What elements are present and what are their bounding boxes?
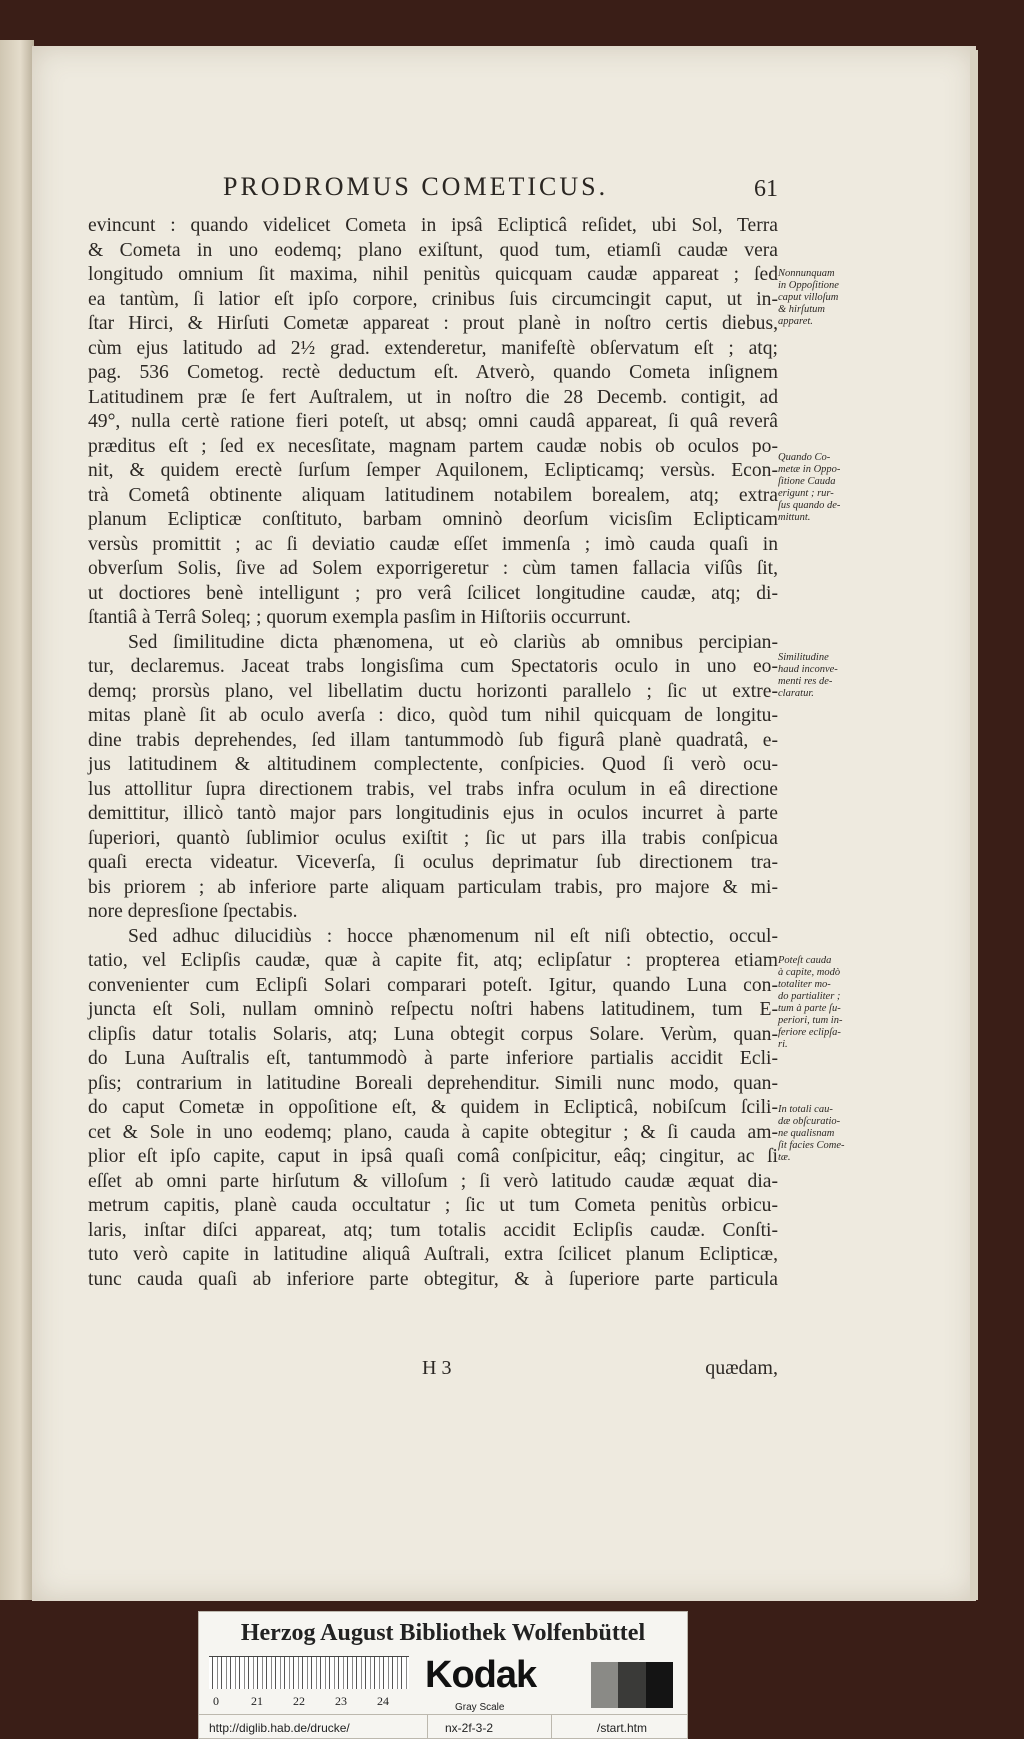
text-line: mitas planè ſit ab oculo averſa : dico, quòd tum nihil quicquam de longitu-: [88, 705, 778, 726]
marginal-note-line: menti res de-: [778, 676, 833, 687]
gray-scale-label: Gray Scale: [455, 1702, 505, 1713]
text-line: laris, inſtar diſci appareat, atq; tum totalis accidit Eclipſis caudæ. Conſti-: [88, 1219, 778, 1241]
marginal-note-line: ſus quando de-: [778, 500, 841, 511]
text-line: plior eſt ipſo capite, caput in ipsâ quaſi comâ conſpicitur, eâq; cingitur, ac ſi: [88, 1146, 778, 1167]
text-line: Latitudinem præ ſe fert Auſtralem, ut in noſtro die 28 Decemb. contigit, ad: [88, 386, 778, 408]
marginal-note-line: Similitudine: [778, 652, 829, 663]
text-line: do caput Cometæ in oppoſitione eſt, & quidem in Eclipticâ, nobiſcum ſcili-: [88, 1097, 778, 1118]
text-line: lus attollitur ſupra directionem trabis, vel trabs infra oculum in eâ directione: [88, 778, 778, 800]
ruler-number: 24: [377, 1694, 389, 1708]
text-line: 49°, nulla certè ratione fieri poteſt, ut absq; omni caudâ appareat, ſi quâ reverâ: [88, 411, 778, 432]
signature-mark: H 3: [422, 1357, 452, 1379]
marginal-note-line: tæ.: [778, 1152, 791, 1163]
text-line: Sed ſimilitudine dicta phænomena, ut eò clariùs ab omnibus percipian-: [128, 631, 778, 653]
text-line: tur, declaremus. Jaceat trabs longisſima cum Spectatoris oculo in uno eo-: [88, 656, 778, 677]
marginal-note-line: tum à parte ſu-: [778, 1003, 841, 1014]
text-line: Sed adhuc dilucidiùs : hocce phænomenum nil eſt niſi obtectio, occul-: [128, 925, 778, 947]
marginal-note-line: à capite, modò: [778, 967, 841, 978]
text-line: pſis; contrarium in latitudine Boreali deprehenditur. Simili nunc modo, quan-: [88, 1072, 778, 1094]
ruler-number: 21: [251, 1694, 263, 1708]
marginal-note-line: in Oppoſitione: [778, 280, 839, 291]
text-line: & Cometa in uno eodemq; plano exiſtunt, quod tum, etiamſi caudæ vera: [88, 239, 778, 261]
text-line: tuto verò capite in latitudine aliquâ Auſtrali, extra ſcilicet planum Eclipticæ,: [88, 1244, 778, 1265]
text-line: ea tantùm, ſi latior eſt ipſo corpore, crinibus ſuis circumcingit caput, ut in-: [88, 288, 778, 310]
text-line: clipſis datur totalis Solaris, atq; Luna obtegit corpus Solare. Verùm, quan-: [88, 1023, 778, 1045]
gray-patch: [591, 1662, 618, 1708]
gray-patches: [591, 1662, 673, 1708]
scan-reference-card: [198, 1611, 688, 1739]
text-line: nore depresſione ſpectabis.: [88, 901, 298, 922]
text-line: longitudo omnium ſit maxima, nihil penitùs quicquam caudæ appareat ; ſed: [88, 264, 778, 285]
text-line: ſtar Hirci, & Hirſuti Cometæ appareat : prout planè in noſtro certis diebus,: [88, 313, 778, 334]
running-title: PRODROMUS COMETICUS.: [223, 172, 609, 201]
marginal-note: [778, 268, 874, 328]
marginal-note-line: haud inconve-: [778, 664, 838, 675]
text-line: cùm ejus latitudo ad 2½ grad. extenderetur, manifeſtè obſervatum eſt ; atq;: [88, 337, 778, 359]
ruler-number: 22: [293, 1694, 305, 1708]
marginal-note-line: dæ obſcuratio-: [778, 1116, 841, 1127]
marginal-note: [778, 1104, 874, 1164]
gray-patch: [618, 1662, 645, 1708]
shelfmark: nx-2f-3-2: [445, 1721, 494, 1735]
page-header: [188, 170, 778, 208]
text-line: cet & Sole in uno eodemq; plano, cauda à capite obtegitur ; & ſi cauda am-: [88, 1121, 778, 1143]
text-line: quaſi erecta videatur. Viceverſa, ſi oculus deprimatur ſub directionem tra-: [88, 852, 778, 873]
text-line: dine trabis deprehendes, ſed illam tantummodò ſub figurâ planè quadratâ, e-: [88, 729, 778, 751]
marginal-note-line: totaliter mo-: [778, 979, 831, 990]
gray-patch: [646, 1662, 673, 1708]
marginal-note: [778, 652, 874, 700]
text-line: versùs promittit ; ac ſi deviatio caudæ eſſet immenſa ; imò cauda quaſi in: [88, 533, 778, 555]
source-url: http://diglib.hab.de/drucke/: [209, 1721, 350, 1735]
text-line: trà Cometâ obtinente aliquam latitudinem notabilem borealem, atq; extra: [88, 484, 778, 506]
url-row: [199, 1714, 687, 1739]
text-line: metrum capitis, planè cauda occultatur ; ſic ut tum Cometa penitùs orbicu-: [88, 1195, 778, 1216]
ruler-number: 0: [213, 1694, 219, 1708]
marginal-note-line: ri.: [778, 1039, 788, 1050]
marginal-note-line: & hirſutum: [778, 304, 825, 315]
marginal-note: [778, 955, 874, 1051]
catchword: quædam,: [705, 1357, 778, 1379]
library-name: Herzog August Bibliothek Wolfenbüttel: [240, 1620, 646, 1646]
text-line: eſſet ab omni parte hirſutum & villoſum ; ſi verò latitudo caudæ æquat dia-: [88, 1170, 778, 1192]
marginal-note-line: caput villoſum: [778, 292, 839, 303]
text-line: ut doctiores benè intelligunt ; pro verâ ſcilicet longitudine caudæ, atq; di-: [88, 582, 778, 604]
marginal-note-line: mittunt.: [778, 512, 811, 523]
page-edge: [970, 50, 978, 1600]
marginal-note-line: metæ in Oppo-: [778, 464, 841, 475]
ruler-scale: [209, 1656, 409, 1689]
page-number: 61: [754, 176, 778, 202]
facing-page-edge: [0, 40, 34, 1600]
marginal-note-line: ſit facies Come-: [778, 1140, 845, 1151]
kodak-logo: Kodak: [425, 1654, 537, 1696]
text-line: tatio, vel Eclipſis caudæ, quæ à capite fit, atq; eclipſatur : propterea etiam: [88, 950, 778, 971]
marginal-note-line: Poteſt cauda: [778, 955, 832, 966]
marginal-note-line: ne qualisnam: [778, 1128, 835, 1139]
marginal-note-line: claratur.: [778, 688, 814, 699]
marginal-note-line: periori, tum in-: [778, 1015, 843, 1026]
marginal-note: [778, 452, 874, 524]
text-line: demq; prorsùs plano, vel libellatim ductu horizonti parallelo ; ſic ut extre-: [88, 680, 778, 702]
text-line: pag. 536 Cometog. rectè deductum eſt. Atverò, quando Cometa inſignem: [88, 362, 778, 383]
text-line: planum Eclipticæ conſtituto, barbam omninò deorſum vicisſim Eclipticam: [88, 509, 778, 530]
marginal-note-line: feriore eclipſa-: [778, 1027, 841, 1038]
text-line: tunc cauda quaſi ab inferiore parte obtegitur, & à ſuperiore parte particula: [88, 1268, 778, 1290]
text-line: do Luna Auſtralis eſt, tantummodò à parte inferiore partialis accidit Ecli-: [88, 1048, 778, 1069]
marginal-note-line: erigunt ; rur-: [778, 488, 834, 499]
marginal-note-line: do partialiter ;: [778, 991, 841, 1002]
text-line: jus latitudinem & altitudinem complectente, conſpicies. Quod ſi verò ocu-: [88, 754, 778, 775]
ruler-number: 23: [335, 1694, 347, 1708]
text-line: obverſum Solis, ſive ad Solem exporrigeretur : cùm tamen fallacia viſûs ſit,: [88, 558, 778, 579]
text-line: demittitur, illicò tantò major pars longitudinis ejus in oculos incurret à parte: [88, 803, 778, 824]
text-line: evincunt : quando videlicet Cometa in ipsâ Eclipticâ reſidet, ubi Sol, Terra: [88, 215, 778, 236]
file-name: /start.htm: [597, 1721, 648, 1735]
text-line: ſuperiori, quantò ſublimior oculus exiſtit ; ſic ut pars illa trabis conſpicua: [88, 827, 778, 849]
marginal-note-line: ſitione Cauda: [778, 476, 836, 487]
text-line: nit, & quidem erectè ſurſum ſemper Aquilonem, Eclipticamq; versùs. Econ-: [88, 460, 778, 481]
text-line: bis priorem ; ab inferiore parte aliquam particulam trabis, pro majore & mi-: [88, 876, 778, 898]
marginal-note-line: Nonnunquam: [778, 268, 835, 279]
text-line: juncta eſt Soli, nullam omninò reſpectu noſtri habens latitudinem, tum E-: [88, 999, 778, 1020]
marginal-note-line: apparet.: [778, 316, 813, 327]
text-line: præditus eſt ; ſed ex necesſitate, magnam partem caudæ nobis ob oculos po-: [88, 435, 778, 457]
text-line: convenienter cum Eclipſi Solari comparari poteſt. Igitur, quando Luna con-: [88, 974, 778, 996]
marginal-note-line: In totali cau-: [778, 1104, 833, 1115]
marginal-note-line: Quando Co-: [778, 452, 831, 463]
text-line: ſtantiâ à Terrâ Soleq; ; quorum exempla pasſim in Hiſtoriis occurrunt.: [88, 607, 631, 628]
